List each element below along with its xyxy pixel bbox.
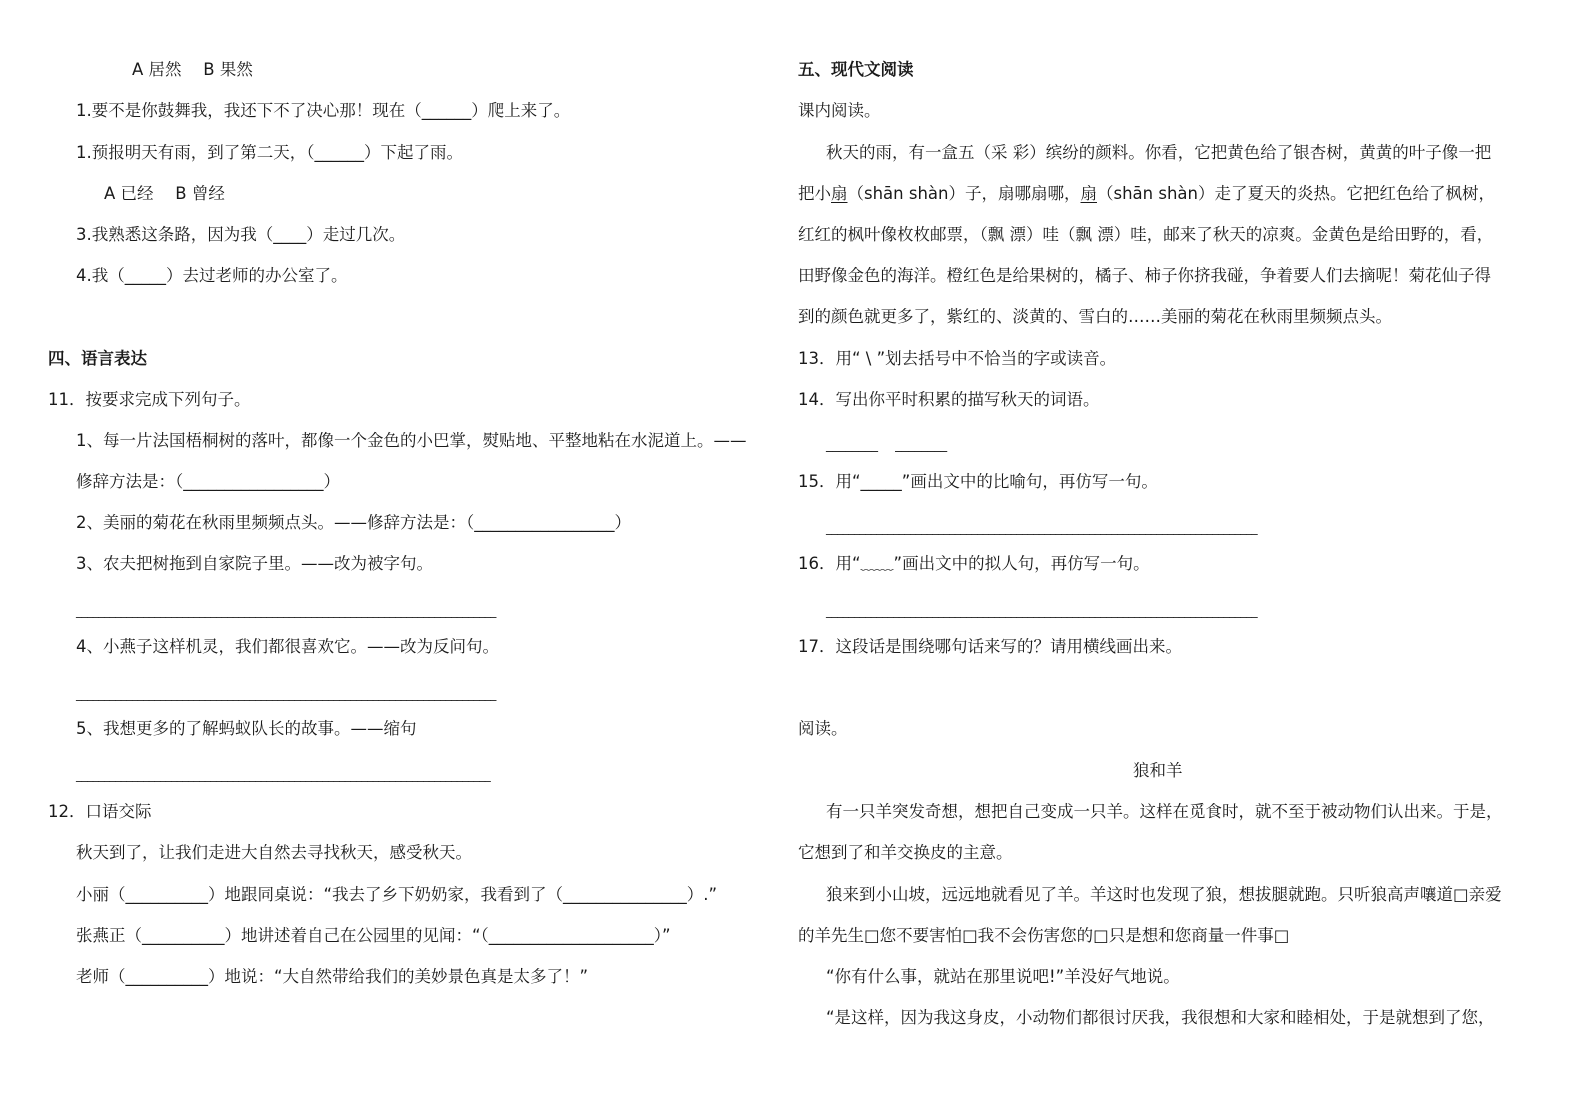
story-line-2: 它想到了和羊交换皮的主意。	[798, 843, 1013, 862]
section-4-heading: 四、语言表达	[48, 349, 147, 368]
text-fragment: （shān shàn）子，扇哪扇哪，	[847, 184, 1081, 203]
question-14: 14．写出你平时积累的描写秋天的词语。	[798, 390, 1100, 409]
section-5-heading: 五、现代文阅读	[798, 60, 914, 79]
sentence-1a: 1、每一片法国梧桐树的落叶，都像一个金色的小巴掌，熨贴地、平整地粘在水泥道上。——	[76, 431, 747, 450]
story-line-4: 的羊先生□您不要害怕□我不会伤害您的□只是想和您商量一件事□	[798, 926, 1290, 945]
dialogue-2: 张燕正（__________）地讲述着自己在公园里的见闻：“（____________________）”	[76, 926, 671, 945]
question-17: 17．这段话是围绕哪句话来写的？请用横线画出来。	[798, 637, 1182, 656]
question-13: 13．用“ \ ”划去括号中不恰当的字或读音。	[798, 349, 1117, 368]
answer-line-4: ___________________________________________________________________________	[76, 687, 497, 701]
answer-line-15: _____________________________________________________________________________	[826, 521, 1258, 535]
question-3: 3.我熟悉这条路，因为我（____）走过几次。	[76, 225, 406, 244]
passage-line-5: 到的颜色就更多了，紫红的、淡黄的、雪白的……美丽的菊花在秋雨里频频点头。	[798, 307, 1392, 326]
passage-line-2	[798, 183, 1495, 205]
sentence-3: 3、农夫把树拖到自家院子里。——改为被字句。	[76, 554, 433, 573]
answer-blanks-14: ________ ________	[826, 438, 948, 453]
options-a-b-2: A 已经 B 曾经	[104, 184, 225, 203]
question-12: 12．口语交际	[48, 802, 152, 821]
question-15: 15．用“_____”画出文中的比喻句，再仿写一句。	[798, 472, 1158, 491]
sentence-4: 4、小燕子这样机灵，我们都很喜欢它。——改为反问句。	[76, 637, 499, 656]
underlined-char: 扇	[1080, 184, 1097, 203]
sentence-2: 2、美丽的菊花在秋雨里频频点头。——修辞方法是：（_________________）	[76, 513, 631, 532]
story-line-6: “是这样，因为我这身皮，小动物们都很讨厌我，我很想和大家和睦相处，于是就想到了您，	[826, 1008, 1495, 1027]
intro-reading: 阅读。	[798, 719, 848, 738]
underlined-char: 扇	[831, 184, 848, 203]
question-16: 16．用“﹏﹏”画出文中的拟人句，再仿写一句。	[798, 554, 1150, 573]
dialogue-3: 老师（__________）地说：“大自然带给我们的美妙景色真是太多了！”	[76, 967, 589, 986]
passage-line-4: 田野像金色的海洋。橙红色是给果树的，橘子、柿子你挤我碰，争着要人们去摘呢！菊花仙子得	[798, 266, 1491, 285]
answer-line-16: _____________________________________________________________________________	[826, 604, 1258, 618]
passage-line-3: 红红的枫叶像枚枚邮票，（飘 漂）哇（飘 漂）哇，邮来了秋天的凉爽。金黄色是给田野的，看，	[798, 225, 1494, 244]
question-4: 4.我（_____）去过老师的办公室了。	[76, 266, 348, 285]
text-fragment: 把小	[798, 184, 831, 203]
text-fragment: （shān shàn）走了夏天的炎热。它把红色给了枫树，	[1097, 184, 1495, 203]
oral-prompt: 秋天到了，让我们走进大自然去寻找秋天，感受秋天。	[76, 843, 472, 862]
question-11: 11．按要求完成下列句子。	[48, 390, 251, 409]
passage-line-1: 秋天的雨，有一盒五（采 彩）缤纷的颜料。你看，它把黄色给了银杏树，黄黄的叶子像一把	[826, 143, 1492, 162]
sentence-1b: 修辞方法是：（_________________）	[76, 472, 340, 491]
story-line-3: 狼来到小山坡，远远地就看见了羊。羊这时也发现了狼，想拔腿就跑。只听狼高声嚷道□亲爱	[826, 885, 1502, 904]
options-a-b: A 居然 B 果然	[132, 60, 253, 79]
sentence-5: 5、我想更多的了解蚂蚁队长的故事。——缩句	[76, 719, 417, 738]
dialogue-1: 小丽（__________）地跟同桌说：“我去了乡下奶奶家，我看到了（_______________）.”	[76, 885, 718, 904]
story-line-5: “你有什么事，就站在那里说吧!”羊没好气地说。	[826, 967, 1180, 986]
answer-line-3: ___________________________________________________________________________	[76, 604, 497, 618]
intro-in-class: 课内阅读。	[798, 101, 881, 120]
story-title: 狼和羊	[1133, 761, 1183, 780]
question-1b: 1.预报明天有雨，到了第二天，（______）下起了雨。	[76, 143, 463, 162]
story-line-1: 有一只羊突发奇想，想把自己变成一只羊。这样在觅食时，就不至于被动物们认出来。于是，	[826, 802, 1503, 821]
question-1a: 1.要不是你鼓舞我，我还下不了决心那！现在（______）爬上来了。	[76, 101, 571, 120]
answer-line-5: __________________________________________________________________________	[76, 768, 491, 782]
